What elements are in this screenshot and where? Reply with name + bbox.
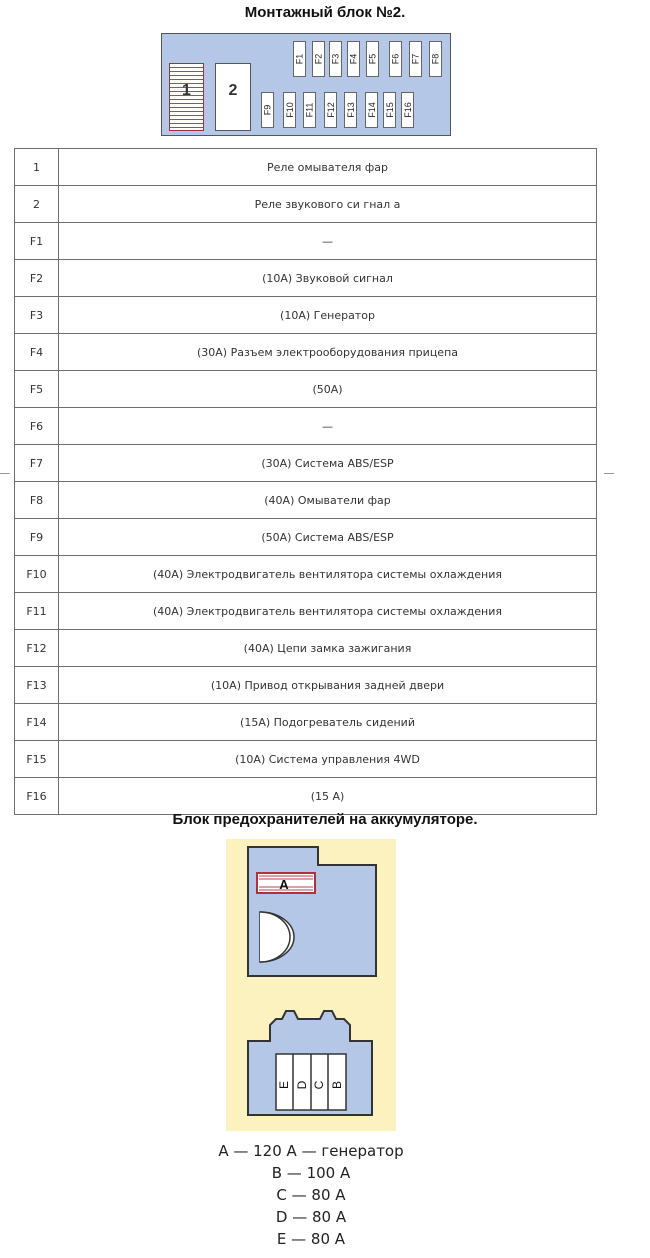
fuse-description-cell: (40А) Электродвигатель вентилятора системы охлаждения [59, 593, 597, 630]
table-row [15, 519, 597, 556]
relay-1 [169, 63, 204, 131]
fuse-slot [365, 92, 378, 128]
fuse-slot-label: F1 [294, 53, 305, 65]
fuse-d-label: D [295, 1080, 309, 1090]
fuse-code-cell: F15 [15, 741, 59, 778]
fuse-description-cell: (40А) Цепи замка зажигания [59, 630, 597, 667]
table-row [15, 297, 597, 334]
legend-line: В — 100 А [271, 1164, 351, 1182]
fuse-description-cell: — [59, 408, 597, 445]
relay-2 [215, 63, 251, 131]
table-row [15, 593, 597, 630]
fuse-slot-label: F9 [262, 104, 273, 116]
fuse-slot [401, 92, 414, 128]
fuse-slot [366, 41, 379, 77]
fuse-slot-label: F3 [330, 53, 341, 65]
fuse-slot-label: F12 [325, 102, 336, 118]
fuse-code-cell: F3 [15, 297, 59, 334]
fuse-description-cell: (30А) Разъем электрооборудования прицепа [59, 334, 597, 371]
table-row [15, 186, 597, 223]
fuse-description-cell: Реле омывателя фар [59, 149, 597, 186]
fuse-c-label: C [312, 1080, 326, 1090]
fuse-code-cell: F11 [15, 593, 59, 630]
legend-line: А — 120 А — генератор [218, 1142, 404, 1160]
legend-line: С — 80 А [276, 1186, 346, 1204]
fuse-description-cell: — [59, 223, 597, 260]
fuse-description-cell: (15 А) [59, 778, 597, 815]
fuse-slot-label: F8 [430, 53, 441, 65]
fuse-slot-label: F6 [390, 53, 401, 65]
fuse-e-label: E [277, 1080, 291, 1090]
fuse-slot [303, 92, 316, 128]
fuse-code-cell: F6 [15, 408, 59, 445]
fuse-description-cell: (10А) Система управления 4WD [59, 741, 597, 778]
table-row [15, 334, 597, 371]
fuse-a-label: A [279, 877, 289, 892]
fuse-description-cell: (50А) [59, 371, 597, 408]
fuse-description-cell: (50А) Система ABS/ESP [59, 519, 597, 556]
fuse-slot-label: F15 [384, 102, 395, 118]
fuse-description-cell: (30А) Система ABS/ESP [59, 445, 597, 482]
fuse-slot-label: F5 [367, 53, 378, 65]
fuse-code-cell: F8 [15, 482, 59, 519]
fuse-code-cell: F12 [15, 630, 59, 667]
fuse-slot [293, 41, 306, 77]
fuse-code-cell: F13 [15, 667, 59, 704]
fuse-description-cell: (15А) Подогреватель сидений [59, 704, 597, 741]
fuse-description-cell: (40А) Электродвигатель вентилятора системы охлаждения [59, 556, 597, 593]
table-row [15, 556, 597, 593]
fuse-box-2-diagram [161, 33, 451, 136]
section-title: Блок предохранителей на аккумуляторе. [172, 811, 478, 828]
battery-fuse-block-diagram [226, 839, 396, 1131]
fuse-code-cell: F16 [15, 778, 59, 815]
fuse-code-cell: F2 [15, 260, 59, 297]
table-row [15, 149, 597, 186]
fuse-code-cell: F14 [15, 704, 59, 741]
table-row [15, 408, 597, 445]
table-row [15, 223, 597, 260]
fuse-slot-label: F11 [304, 102, 315, 118]
fuse-slot-label: F7 [410, 53, 421, 65]
fuse-b-label: B [330, 1080, 344, 1090]
divider-mark-right [604, 473, 614, 474]
fuse-slot [429, 41, 442, 77]
relay-1-label: 1 [182, 82, 191, 99]
fuse-description-cell: (10А) Генератор [59, 297, 597, 334]
table-row [15, 667, 597, 704]
fuse-slot-label: F14 [366, 102, 377, 118]
fuse-table [14, 148, 597, 815]
legend-line: D — 80 А [275, 1208, 347, 1226]
table-row [15, 482, 597, 519]
fuse-description-cell: (10А) Привод открывания задней двери [59, 667, 597, 704]
fuse-slot [324, 92, 337, 128]
fuse-slot [409, 41, 422, 77]
legend-line: Е — 80 А [276, 1230, 346, 1248]
fuse-slot-label: F13 [345, 102, 356, 118]
fuse-code-cell: 1 [15, 149, 59, 186]
fuse-slot [261, 92, 274, 128]
fuse-slot-label: F2 [313, 53, 324, 65]
fuse-description-cell: (40А) Омыватели фар [59, 482, 597, 519]
fuse-code-cell: 2 [15, 186, 59, 223]
table-row [15, 704, 597, 741]
fuse-code-cell: F5 [15, 371, 59, 408]
fuse-code-cell: F7 [15, 445, 59, 482]
page-title: Монтажный блок №2. [244, 4, 406, 21]
fuse-code-cell: F4 [15, 334, 59, 371]
fuse-slot [344, 92, 357, 128]
fuse-description-cell: Реле звукового си гнал а [59, 186, 597, 223]
fuse-slot [283, 92, 296, 128]
relay-2-label: 2 [228, 82, 238, 99]
fuse-code-cell: F10 [15, 556, 59, 593]
fuse-slot [312, 41, 325, 77]
fuse-slot [347, 41, 360, 77]
fuse-slot-label: F10 [284, 102, 295, 118]
fuse-code-cell: F9 [15, 519, 59, 556]
table-row [15, 778, 597, 815]
fuse-description-cell: (10А) Звуковой сигнал [59, 260, 597, 297]
fuse-slot-label: F16 [402, 102, 413, 118]
fuse-slot-label: F4 [348, 53, 359, 65]
fuse-code-cell: F1 [15, 223, 59, 260]
table-row [15, 260, 597, 297]
table-row [15, 371, 597, 408]
fuse-slot [389, 41, 402, 77]
table-row [15, 445, 597, 482]
table-row [15, 741, 597, 778]
fuse-slot [383, 92, 396, 128]
divider-mark-left [0, 473, 10, 474]
table-row [15, 630, 597, 667]
fuse-slot [329, 41, 342, 77]
